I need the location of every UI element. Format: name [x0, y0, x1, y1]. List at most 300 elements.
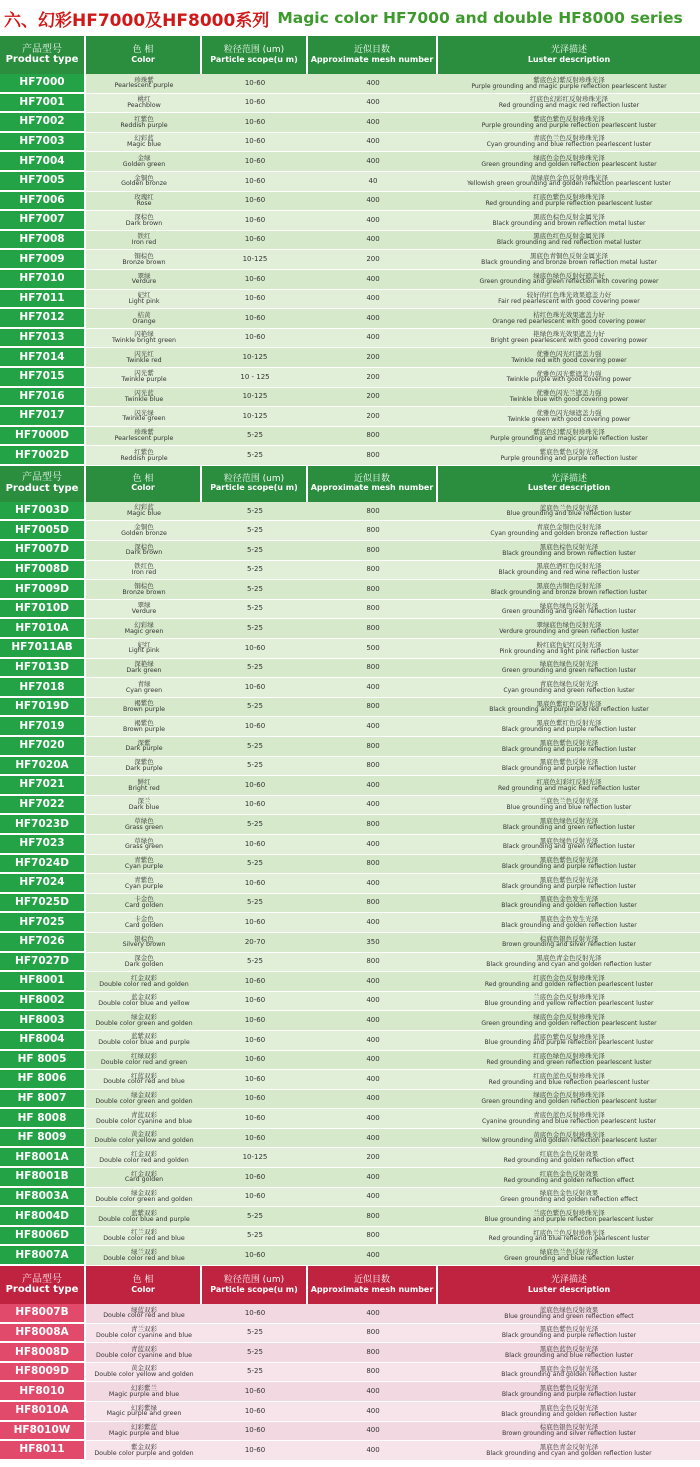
header-product-zh: 产品型号 — [22, 43, 62, 55]
product-code: HF7015 — [0, 368, 86, 388]
particle-scope: 5-25 — [202, 561, 308, 581]
color-en: Card golden — [124, 1176, 164, 1184]
product-code: HF7009D — [0, 580, 86, 600]
product-code: HF7010 — [0, 270, 86, 290]
color-en: Twinkle blue — [124, 395, 164, 403]
color-zh: 红金双彩 — [131, 973, 157, 982]
luster-zh: 较好的红色珠光效果遮盖力好 — [526, 291, 612, 300]
color-zh: 青紫色 — [134, 875, 154, 884]
color-cell — [86, 427, 202, 447]
particle-scope: 10-125 — [202, 348, 308, 368]
title-chinese: 六、幻彩HF7000及HF8000系列 — [4, 10, 270, 31]
particle-scope: 10-60 — [202, 1188, 308, 1208]
luster-cell — [438, 521, 700, 541]
color-zh: 深紫色 — [134, 758, 154, 767]
table-row — [0, 74, 700, 94]
luster-cell — [438, 639, 700, 659]
table-row — [0, 94, 700, 114]
color-cell — [86, 502, 202, 522]
color-zh: 闪光红 — [134, 349, 154, 358]
color-zh: 红金双彩 — [131, 1169, 157, 1178]
product-code: HF7007D — [0, 541, 86, 561]
header-particle-en: Particle scope(u m) — [210, 1284, 298, 1294]
luster-cell — [438, 192, 700, 212]
luster-en: Blue grounding and blue reflection luster — [506, 510, 632, 518]
luster-en: Purple grounding and purple reflection pearlescent luster — [481, 121, 657, 129]
color-en: Dark golden — [124, 960, 164, 968]
color-zh: 绿金双彩 — [131, 1012, 157, 1021]
luster-cell — [438, 1207, 700, 1227]
mesh-number: 400 — [308, 329, 438, 349]
luster-zh: 黑底色紫色反射光泽 — [539, 1325, 599, 1334]
mesh-number: 400 — [308, 1011, 438, 1031]
mesh-number: 800 — [308, 1227, 438, 1247]
color-en: Bronze brown — [122, 258, 166, 266]
color-zh: 妃红 — [137, 291, 151, 300]
luster-en: Cyan grounding and blue reflection pearlescent luster — [486, 141, 652, 149]
product-code: HF8010 — [0, 1382, 86, 1402]
luster-en: Black grounding and purple reflection luster — [501, 1332, 637, 1340]
table-row — [0, 1382, 700, 1402]
color-cell — [86, 521, 202, 541]
particle-scope: 10-60 — [202, 1109, 308, 1129]
product-code: HF8008D — [0, 1343, 86, 1363]
luster-cell — [438, 855, 700, 875]
product-code: HF7019D — [0, 698, 86, 718]
color-zh: 幻彩蓝 — [134, 503, 154, 512]
luster-en: Green grounding and golden reflection pearlescent luster — [481, 1019, 657, 1027]
product-code: HF7005D — [0, 521, 86, 541]
color-en: Twinkle purple — [121, 376, 167, 384]
product-code: HF7003D — [0, 502, 86, 522]
luster-zh: 黑底色酒红色反射光泽 — [536, 562, 602, 571]
luster-en: Yellowish green grounding and golden reflection pearlescent luster — [467, 180, 671, 188]
color-cell — [86, 717, 202, 737]
particle-scope: 10-60 — [202, 776, 308, 796]
luster-zh: 绿底色金色反射效果 — [539, 1189, 599, 1198]
color-en: Double color green and golden — [95, 1019, 193, 1027]
color-cell — [86, 309, 202, 329]
table-row — [0, 815, 700, 835]
color-cell — [86, 231, 202, 251]
color-cell — [86, 561, 202, 581]
color-cell — [86, 1011, 202, 1031]
table-row — [0, 541, 700, 561]
table-row — [0, 698, 700, 718]
luster-zh: 棕底色银色反射光泽 — [539, 1423, 599, 1432]
particle-scope: 10-60 — [202, 113, 308, 133]
particle-scope: 10-60 — [202, 678, 308, 698]
header-color — [86, 36, 202, 74]
particle-scope: 10-60 — [202, 1422, 308, 1442]
luster-cell — [438, 933, 700, 953]
table-row — [0, 113, 700, 133]
mesh-number: 400 — [308, 290, 438, 310]
particle-scope: 10-60 — [202, 1070, 308, 1090]
luster-zh: 黑底色紫色反射光泽 — [539, 758, 599, 767]
mesh-number: 800 — [308, 580, 438, 600]
color-zh: 褐紫色 — [134, 718, 154, 727]
color-zh: 深艳绿 — [134, 660, 154, 669]
luster-zh: 黑底色紫色反射光泽 — [539, 738, 599, 747]
table-header — [0, 1266, 700, 1304]
particle-scope: 10-60 — [202, 290, 308, 310]
color-zh: 红蓝双彩 — [131, 1071, 157, 1080]
table-row — [0, 1441, 700, 1461]
luster-cell — [438, 1441, 700, 1461]
luster-zh: 黑底色绿色反射光泽 — [539, 817, 599, 826]
color-zh: 红紫色 — [134, 114, 154, 123]
particle-scope: 5-25 — [202, 953, 308, 973]
product-code: HF8003 — [0, 1011, 86, 1031]
header-product-en: Product type — [5, 1284, 79, 1296]
mesh-number: 400 — [308, 192, 438, 212]
mesh-number: 800 — [308, 953, 438, 973]
luster-cell — [438, 388, 700, 408]
particle-scope: 5-25 — [202, 427, 308, 447]
mesh-number: 800 — [308, 757, 438, 777]
product-code: HF7001 — [0, 94, 86, 114]
table-row — [0, 678, 700, 698]
table-row — [0, 388, 700, 408]
particle-scope: 10-60 — [202, 152, 308, 172]
luster-en: Black grounding and golden reflection luster — [501, 1371, 637, 1379]
luster-cell — [438, 94, 700, 114]
product-code: HF7019 — [0, 717, 86, 737]
product-table — [0, 1266, 700, 1461]
color-cell — [86, 192, 202, 212]
color-cell — [86, 1188, 202, 1208]
color-zh: 褐紫色 — [134, 699, 154, 708]
particle-scope: 10-60 — [202, 1441, 308, 1461]
product-code: HF8001B — [0, 1168, 86, 1188]
color-cell — [86, 796, 202, 816]
table-row — [0, 659, 700, 679]
color-zh: 鲜红 — [137, 777, 151, 786]
luster-en: Red grounding and magic Red reflection luster — [498, 784, 640, 792]
luster-zh: 黑底色金色发生光泽 — [539, 895, 599, 904]
product-code: HF7020A — [0, 757, 86, 777]
color-zh: 红金双彩 — [131, 1150, 157, 1159]
table-row — [0, 521, 700, 541]
table-row — [0, 368, 700, 388]
particle-scope: 10-60 — [202, 211, 308, 231]
mesh-number: 500 — [308, 639, 438, 659]
table-row — [0, 1188, 700, 1208]
header-luster-zh: 光泽描述 — [550, 45, 587, 56]
mesh-number: 400 — [308, 717, 438, 737]
title-english: Magic color HF7000 and double HF8000 series — [277, 9, 683, 27]
particle-scope: 5-25 — [202, 855, 308, 875]
luster-cell — [438, 717, 700, 737]
mesh-number: 800 — [308, 427, 438, 447]
particle-scope: 10-60 — [202, 1402, 308, 1422]
color-en: Iron red — [131, 569, 157, 577]
color-cell — [86, 1343, 202, 1363]
color-zh: 妃红 — [137, 640, 151, 649]
luster-en: Twinkle purple with good covering power — [506, 376, 632, 384]
color-zh: 金铜色 — [134, 523, 154, 532]
color-cell — [86, 1382, 202, 1402]
luster-zh: 黑底色红色反射金属光泽 — [533, 232, 605, 241]
mesh-number: 400 — [308, 231, 438, 251]
mesh-number: 350 — [308, 933, 438, 953]
luster-zh: 黑底色金色发生光泽 — [539, 915, 599, 924]
luster-zh: 黑底色古铜色反射光泽 — [536, 581, 602, 590]
luster-en: Green grounding and golden reflection pearlescent luster — [481, 160, 657, 168]
luster-en: Twinkle blue with good covering power — [509, 396, 629, 403]
color-zh: 黄金双彩 — [131, 1364, 157, 1373]
color-zh: 红绿双彩 — [131, 1052, 157, 1061]
product-code: HF7002 — [0, 113, 86, 133]
luster-zh: 黑底色紫色反射光泽 — [539, 856, 599, 865]
mesh-number: 800 — [308, 659, 438, 679]
color-cell — [86, 1324, 202, 1344]
header-mesh-en: Approximate mesh number — [310, 1284, 434, 1294]
luster-zh: 红底色幻彩红反射珍珠光泽 — [530, 95, 608, 104]
luster-cell — [438, 776, 700, 796]
product-code: HF7007 — [0, 211, 86, 231]
color-zh: 金铜色 — [134, 173, 154, 182]
color-cell — [86, 874, 202, 894]
mesh-number: 400 — [308, 211, 438, 231]
color-zh: 蓝金双彩 — [131, 993, 157, 1002]
luster-en: Fair red pearlescent with good covering power — [498, 298, 640, 306]
luster-en: Blue grounding and purple reflection pearlescent luster — [484, 1215, 654, 1223]
header-color-zh: 色 相 — [132, 1275, 154, 1286]
color-cell — [86, 1441, 202, 1461]
color-en: Dark brown — [125, 219, 163, 227]
mesh-number: 400 — [308, 1051, 438, 1071]
color-zh: 红兰双彩 — [131, 1228, 157, 1237]
color-cell — [86, 172, 202, 192]
table-row — [0, 874, 700, 894]
luster-cell — [438, 231, 700, 251]
table-row — [0, 329, 700, 349]
mesh-number: 400 — [308, 972, 438, 992]
mesh-number: 800 — [308, 619, 438, 639]
luster-cell — [438, 972, 700, 992]
table-row — [0, 1031, 700, 1051]
table-row — [0, 619, 700, 639]
particle-scope: 10-60 — [202, 1129, 308, 1149]
product-code: HF7014 — [0, 348, 86, 368]
luster-zh: 黑底色紫色反射光泽 — [539, 1384, 599, 1393]
table-row — [0, 1148, 700, 1168]
color-en: Double color red and blue — [103, 1312, 185, 1320]
particle-scope: 5-25 — [202, 502, 308, 522]
color-en: Magic purple and blue — [108, 1390, 180, 1398]
luster-zh: 红底色兰色反射珍珠光泽 — [533, 1228, 605, 1237]
luster-en: Green grounding and green reflection luster — [501, 667, 637, 675]
luster-en: Red grounding and golden reflection effect — [503, 1156, 635, 1164]
color-cell — [86, 94, 202, 114]
color-cell — [86, 1207, 202, 1227]
table-row — [0, 1422, 700, 1442]
luster-zh: 绿底色绿色反射光泽 — [539, 601, 599, 610]
luster-cell — [438, 1031, 700, 1051]
mesh-number: 200 — [308, 1148, 438, 1168]
mesh-number: 800 — [308, 521, 438, 541]
particle-scope: 10-60 — [202, 192, 308, 212]
color-cell — [86, 992, 202, 1012]
luster-en: Black grounding and purple reflection luster — [501, 1390, 637, 1398]
luster-zh: 优雅色闪光绿遮盖力强 — [536, 408, 602, 417]
mesh-number: 400 — [308, 1090, 438, 1110]
color-zh: 金绿 — [137, 153, 151, 162]
luster-cell — [438, 1051, 700, 1071]
luster-en: Black grounding and brown reflection luster — [502, 549, 636, 557]
luster-cell — [438, 1422, 700, 1442]
mesh-number: 400 — [308, 1422, 438, 1442]
header-luster — [438, 466, 700, 502]
header-color-en: Color — [131, 54, 155, 64]
mesh-number: 400 — [308, 776, 438, 796]
particle-scope: 10-60 — [202, 992, 308, 1012]
particle-scope: 10-60 — [202, 1031, 308, 1051]
particle-scope: 10-60 — [202, 717, 308, 737]
luster-en: Red grounding and blue reflection pearlescent luster — [488, 1078, 650, 1086]
color-cell — [86, 1109, 202, 1129]
header-product-zh: 产品型号 — [22, 1273, 62, 1285]
luster-cell — [438, 152, 700, 172]
particle-scope: 5-25 — [202, 737, 308, 757]
color-zh: 紫金双彩 — [131, 1442, 157, 1451]
particle-scope: 10-60 — [202, 1168, 308, 1188]
table-header — [0, 36, 700, 74]
header-product-en: Product type — [5, 482, 79, 494]
luster-en: Cyan grounding and green reflection luster — [503, 686, 635, 694]
luster-en: Black grounding and golden reflection luster — [501, 1410, 637, 1418]
particle-scope: 10-60 — [202, 270, 308, 290]
mesh-number: 800 — [308, 1324, 438, 1344]
table-row — [0, 561, 700, 581]
luster-en: Black grounding and purple reflection luster — [501, 882, 637, 890]
luster-zh: 绿底色绿色反射光泽 — [539, 660, 599, 669]
color-zh: 翠绿 — [137, 601, 151, 610]
particle-scope: 5-25 — [202, 446, 308, 466]
product-code: HF7027D — [0, 953, 86, 973]
color-en: Cyan green — [125, 686, 163, 694]
product-code: HF8007A — [0, 1246, 86, 1266]
luster-en: Blue grounding and green reflection effect — [504, 1312, 634, 1320]
color-en: Iron red — [131, 239, 157, 247]
luster-zh: 棕底色银色反射光泽 — [539, 934, 599, 943]
particle-scope: 10-60 — [202, 1382, 308, 1402]
table-row — [0, 1168, 700, 1188]
luster-cell — [438, 446, 700, 466]
color-en: Double color green and golden — [95, 1098, 193, 1106]
mesh-number: 400 — [308, 913, 438, 933]
luster-zh: 优雅色闪光红遮盖力强 — [536, 350, 602, 358]
luster-cell — [438, 737, 700, 757]
color-en: Orange — [132, 317, 156, 325]
header-color-zh: 色 相 — [132, 473, 154, 484]
header-particle-en: Particle scope(u m) — [210, 483, 298, 493]
header-luster-en: Luster description — [527, 54, 611, 64]
header-color — [86, 466, 202, 502]
luster-en: Orange red pearlescent with good covering power — [492, 317, 646, 325]
color-zh: 幻彩绿 — [134, 621, 154, 630]
mesh-number: 400 — [308, 1109, 438, 1129]
color-zh: 珍珠紫 — [134, 428, 154, 437]
header-mesh-en: Approximate mesh number — [310, 54, 434, 64]
color-en: Twinkle bright green — [112, 337, 176, 345]
color-en: Double color cyanine and blue — [96, 1351, 192, 1359]
header-luster-zh: 光泽描述 — [550, 473, 587, 484]
color-zh: 草绿色 — [134, 836, 154, 845]
product-code: HF7025 — [0, 913, 86, 933]
table-row — [0, 1090, 700, 1110]
color-en: Double color cyanine and blue — [96, 1117, 192, 1125]
luster-cell — [438, 290, 700, 310]
color-zh: 铜棕色 — [134, 251, 154, 260]
product-code: HF7003 — [0, 133, 86, 153]
color-cell — [86, 894, 202, 914]
luster-cell — [438, 757, 700, 777]
color-en: Card golden — [124, 921, 164, 929]
product-code: HF7024 — [0, 874, 86, 894]
color-en: Dark purple — [125, 745, 163, 753]
luster-en: Purple grounding and magic purple reflection pearlescent luster — [471, 82, 667, 90]
particle-scope: 10-60 — [202, 913, 308, 933]
product-code: HF7010A — [0, 619, 86, 639]
color-zh: 铁红色 — [134, 562, 154, 571]
luster-en: Blue grounding and yellow reflection pearlescent luster — [484, 1000, 654, 1008]
luster-zh: 优雅色闪光兰遮盖力强 — [536, 389, 602, 398]
color-cell — [86, 639, 202, 659]
color-cell — [86, 368, 202, 388]
table-row — [0, 1051, 700, 1071]
table-row — [0, 1011, 700, 1031]
particle-scope: 5-25 — [202, 1324, 308, 1344]
color-zh: 草绿色 — [134, 816, 154, 825]
header-luster-en: Luster description — [527, 1284, 611, 1294]
luster-cell — [438, 1304, 700, 1324]
luster-en: Yellow grounding and golden reflection pearlescent luster — [481, 1137, 657, 1145]
luster-cell — [438, 894, 700, 914]
luster-cell — [438, 348, 700, 368]
color-zh: 黄金双彩 — [131, 1130, 157, 1139]
color-cell — [86, 1363, 202, 1383]
color-zh: 青蓝双彩 — [131, 1110, 157, 1119]
particle-scope: 10-60 — [202, 835, 308, 855]
header-particle-zh: 粒径范围 (um) — [223, 1275, 285, 1286]
mesh-number: 800 — [308, 446, 438, 466]
color-en: Cyan purple — [124, 862, 164, 870]
particle-scope: 10-60 — [202, 172, 308, 192]
color-en: Magic purple and blue — [108, 1429, 180, 1437]
luster-zh: 红底色金色反射效果 — [539, 1169, 599, 1178]
color-cell — [86, 1129, 202, 1149]
product-code: HF 8005 — [0, 1051, 86, 1071]
particle-scope: 10-60 — [202, 133, 308, 153]
luster-zh: 青底色兰色反射珍珠光泽 — [533, 134, 605, 143]
mesh-number: 400 — [308, 133, 438, 153]
product-code: HF7020 — [0, 737, 86, 757]
table-row — [0, 992, 700, 1012]
luster-en: Black grounding and purple reflection luster — [501, 725, 637, 733]
luster-cell — [438, 1246, 700, 1266]
color-cell — [86, 1227, 202, 1247]
table-row — [0, 1227, 700, 1247]
particle-scope: 10-60 — [202, 1051, 308, 1071]
color-cell — [86, 1422, 202, 1442]
mesh-number: 400 — [308, 1031, 438, 1051]
color-cell — [86, 913, 202, 933]
color-cell — [86, 407, 202, 427]
luster-zh: 蓝底色兰色反射光泽 — [539, 503, 599, 512]
